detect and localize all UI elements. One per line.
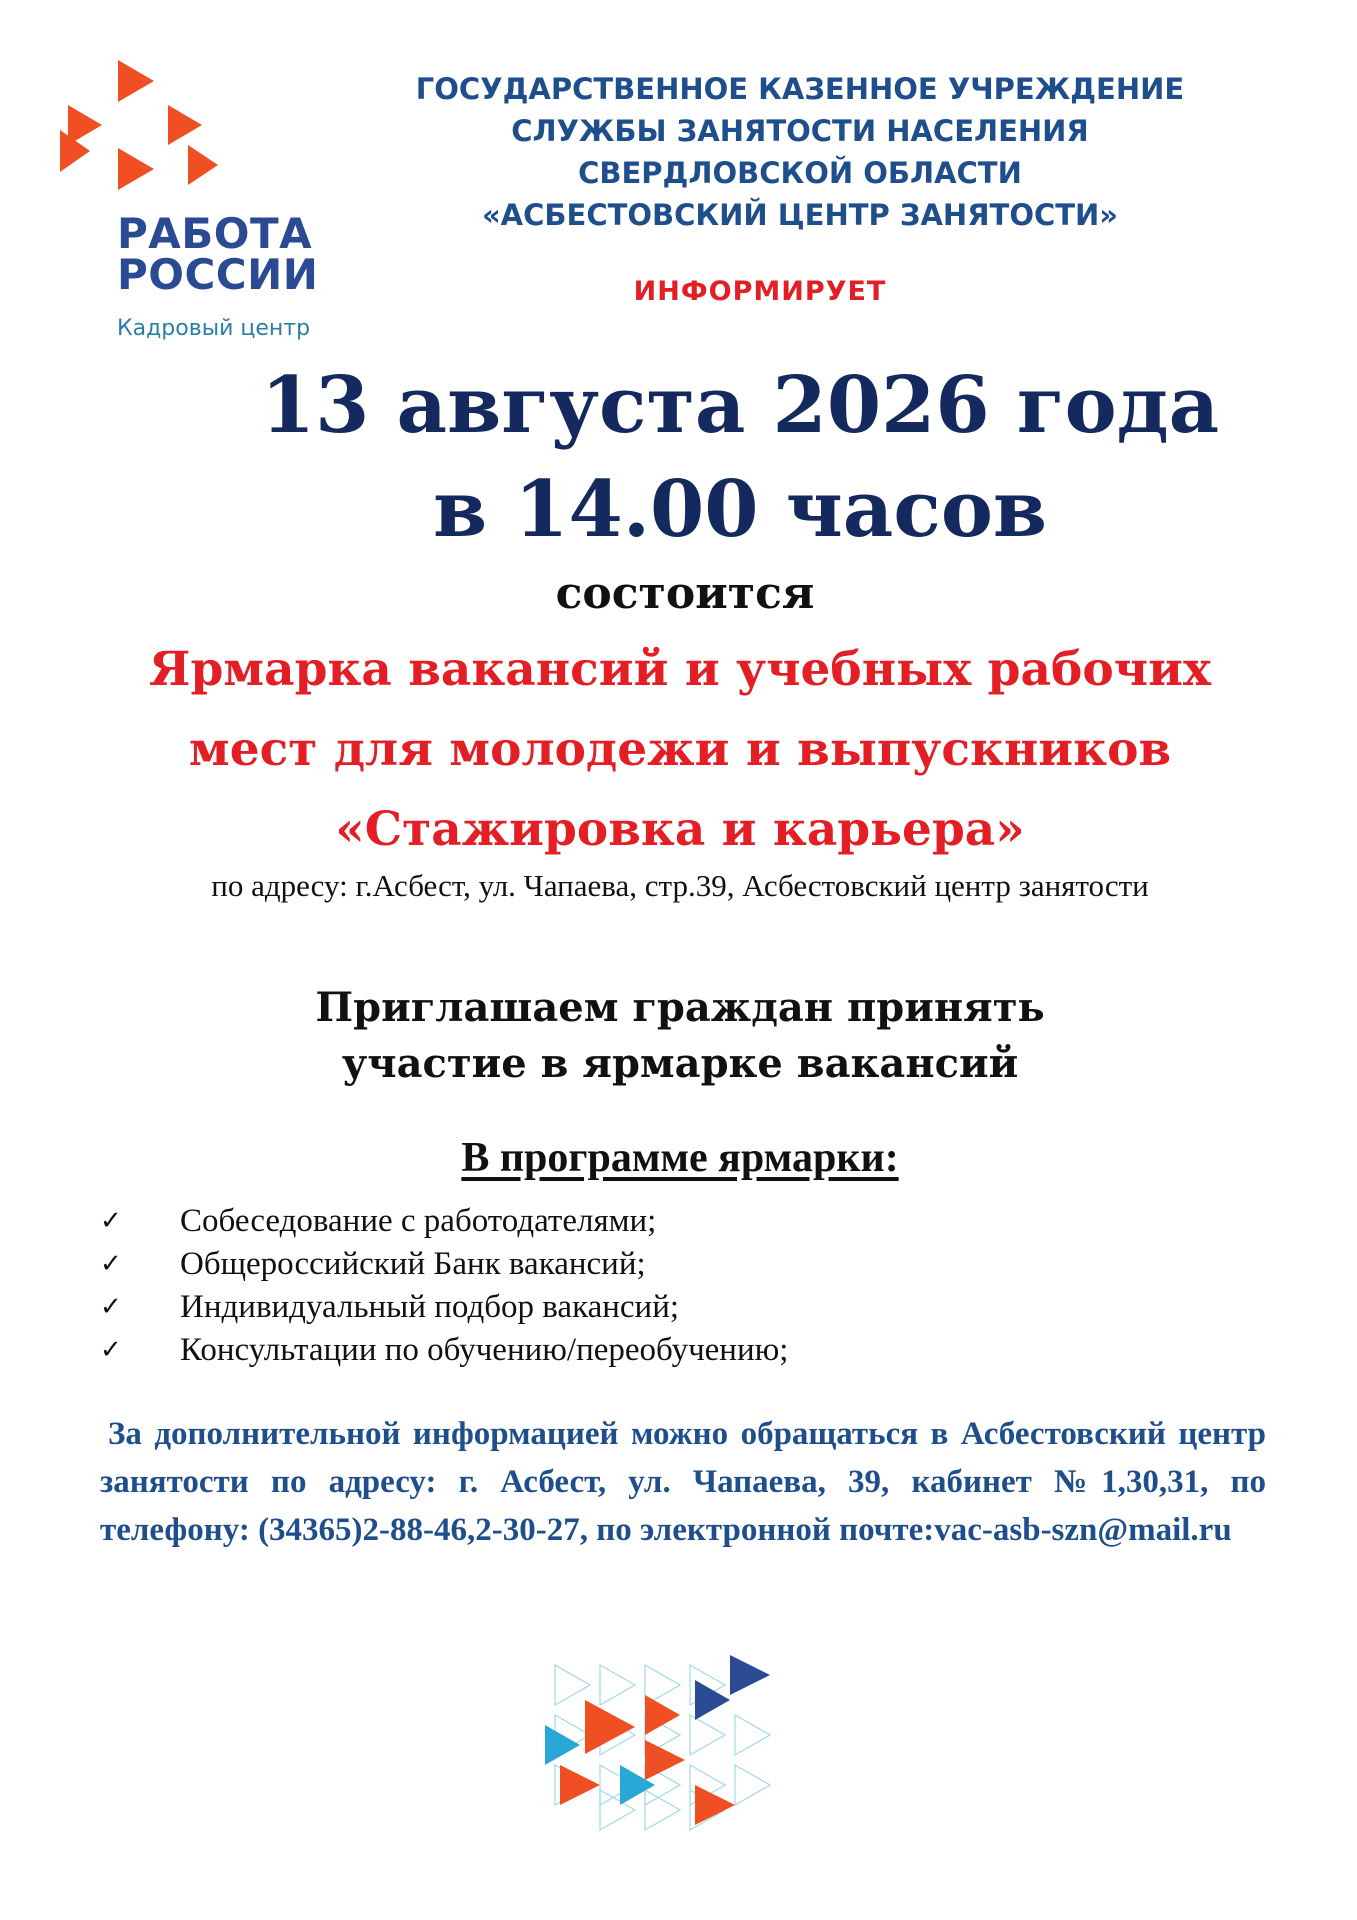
logo-subtitle: Кадровый центр	[117, 316, 311, 341]
org-line: СЛУЖБЫ ЗАНЯТОСТИ НАСЕЛЕНИЯ	[511, 114, 1089, 148]
rabota-rossii-logo-icon	[60, 60, 230, 215]
invitation-line: участие в ярмарке вакансий	[341, 1040, 1019, 1087]
event-title-line: Ярмарка вакансий и учебных рабочих	[149, 642, 1211, 697]
logo-title: РАБОТА РОССИИ	[117, 209, 319, 299]
org-line: ГОСУДАРСТВЕННОЕ КАЗЕННОЕ УЧРЕЖДЕНИЕ	[415, 72, 1185, 106]
event-time: в 14.00 часов	[432, 464, 1048, 555]
org-line: «АСБЕСТОВСКИЙ ЦЕНТР ЗАНЯТОСТИ»	[481, 198, 1119, 232]
list-item	[100, 1243, 1200, 1286]
invitation-text	[160, 980, 1200, 1092]
contact-text: За дополнительной информацией можно обращаться в Асбестовский центр занятости по адресу: г. Асбест, ул. Чапаева, 39, кабинет №1,30,31, по телефону: (34365)2-88-46,2-30-27, по электронной почте:vac-asb-szn@mail.ru	[100, 1416, 1266, 1548]
takes-place-text: состоится	[555, 568, 815, 619]
checkmark-icon: ✓	[100, 1249, 122, 1279]
informs-label: ИНФОРМИРУЕТ	[633, 276, 887, 307]
program-title-text: В программе ярмарки:	[461, 1135, 899, 1181]
checkmark-icon: ✓	[100, 1292, 122, 1322]
invitation-line: Приглашаем граждан принять	[315, 984, 1045, 1031]
organization-name	[360, 68, 1240, 236]
list-item-text: Собеседование с работодателями;	[180, 1203, 657, 1239]
checkmark-icon: ✓	[100, 1206, 122, 1236]
list-item-text: Индивидуальный подбор вакансий;	[180, 1289, 680, 1325]
event-address: по адресу: г.Асбест, ул. Чапаева, стр.39, Асбестовский центр занятости	[211, 868, 1149, 903]
list-item-text: Консультации по обучению/переобучению;	[180, 1332, 789, 1368]
triangle-pattern-icon	[545, 1655, 785, 1835]
contact-info	[100, 1410, 1266, 1554]
list-item	[100, 1286, 1200, 1329]
list-item	[100, 1329, 1200, 1372]
event-date: 13 августа 2026 года	[260, 360, 1220, 451]
event-title-line: «Стажировка и карьера»	[335, 802, 1025, 857]
org-line: СВЕРДЛОВСКОЙ ОБЛАСТИ	[578, 156, 1022, 190]
program-list	[100, 1200, 1200, 1372]
program-title	[160, 1134, 1200, 1182]
list-item	[100, 1200, 1200, 1243]
event-title-line: мест для молодежи и выпускников	[188, 722, 1172, 777]
list-item-text: Общероссийский Банк вакансий;	[180, 1246, 646, 1282]
event-title	[100, 630, 1260, 870]
checkmark-icon: ✓	[100, 1335, 122, 1365]
